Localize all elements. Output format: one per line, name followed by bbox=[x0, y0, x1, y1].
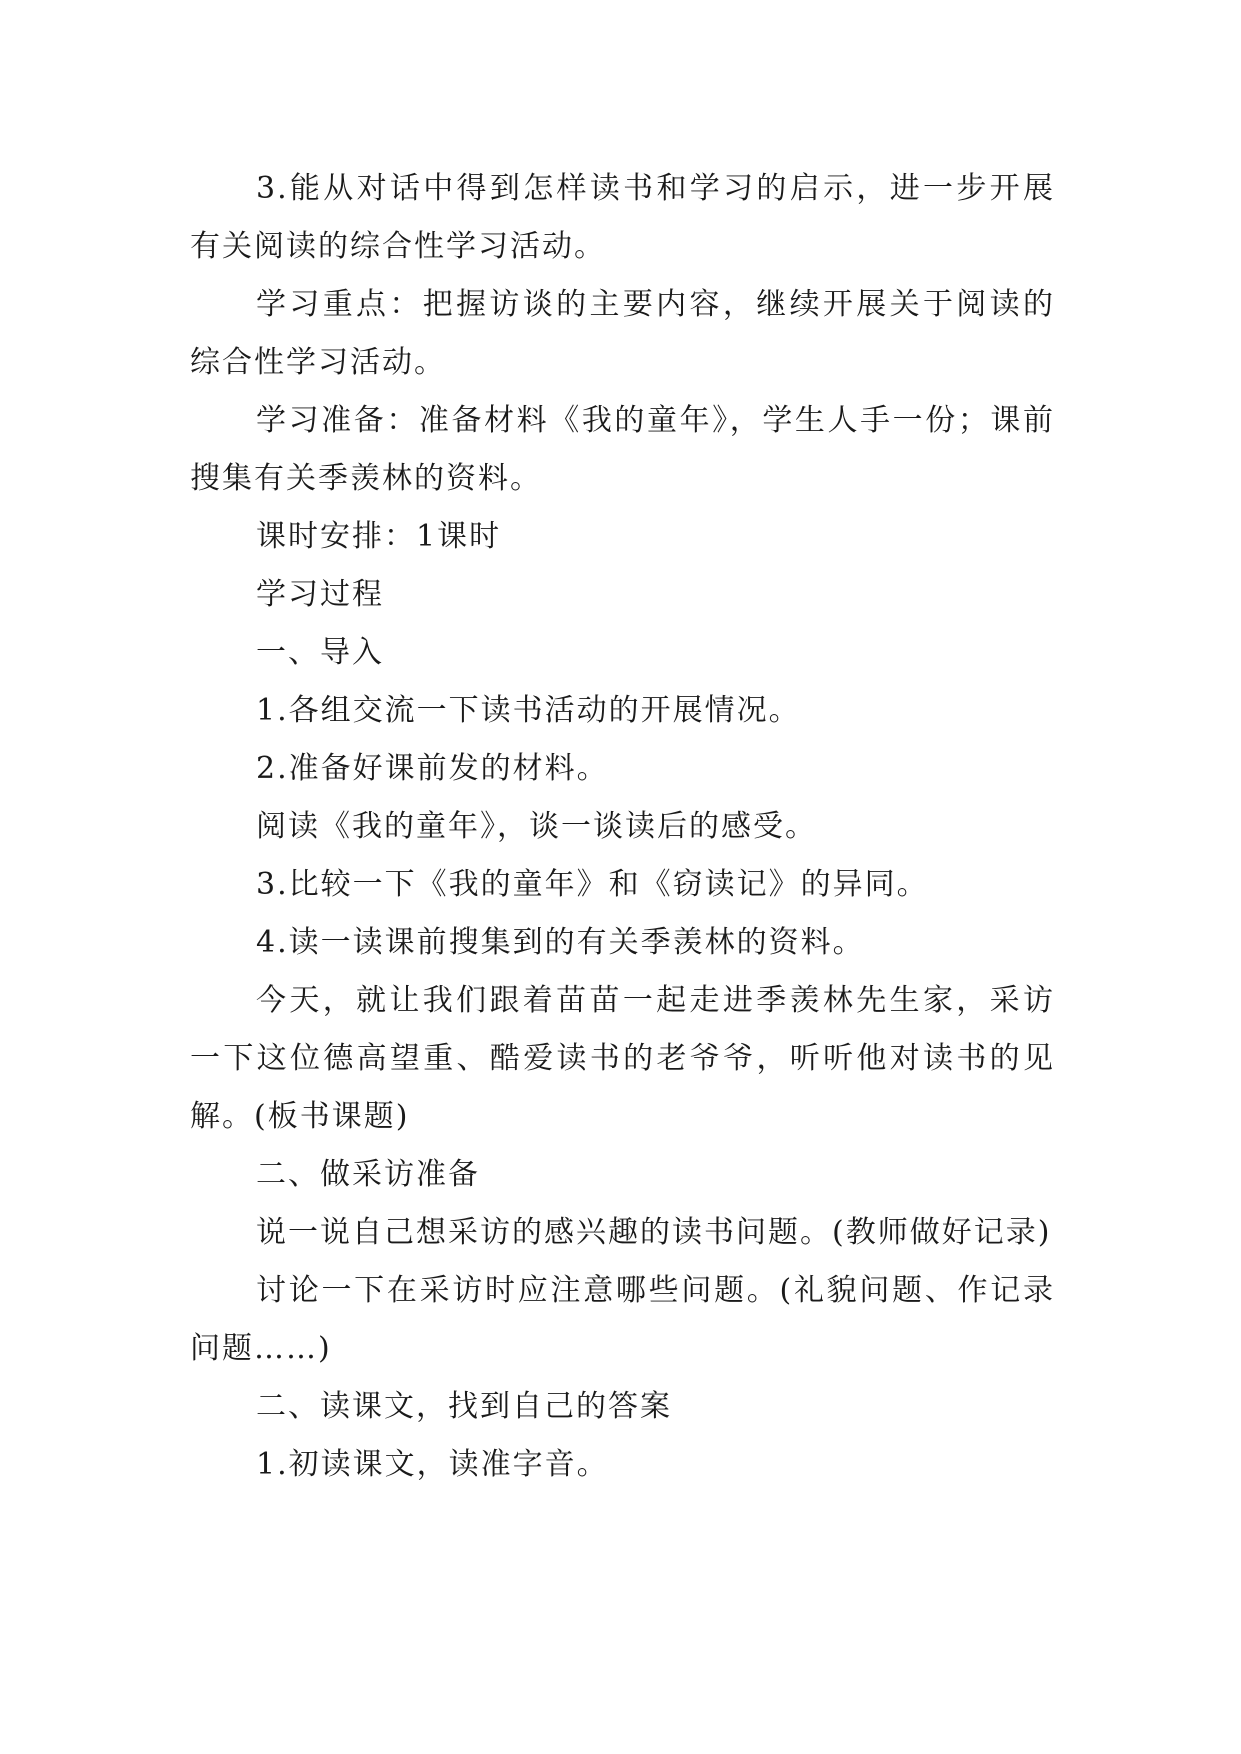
read-step-1: 1.初读课文，读准字音。 bbox=[256, 1447, 609, 1482]
section-interview-prep-heading: 二、做采访准备 bbox=[256, 1157, 480, 1192]
intro-step-2: 2.准备好课前发的材料。 bbox=[256, 751, 609, 786]
transition-paragraph: 今天，就让我们跟着苗苗一起走进季羡林先生家，采访一下这位德高望重、酷爱读书的老爷爷，听听他对读书的见解。(板书课题) bbox=[190, 983, 1055, 1134]
intro-reading-paragraph: 阅读《我的童年》，谈一谈读后的感受。 bbox=[256, 809, 817, 844]
interview-questions-paragraph: 说一说自己想采访的感兴趣的读书问题。(教师做好记录) bbox=[256, 1215, 1052, 1250]
document-body bbox=[190, 160, 1055, 1494]
interview-notes-paragraph: 讨论一下在采访时应注意哪些问题。(礼貌问题、作记录问题……) bbox=[190, 1273, 1055, 1366]
intro-step-1: 1.各组交流一下读书活动的开展情况。 bbox=[256, 693, 801, 728]
intro-step-3: 3.比较一下《我的童年》和《窃读记》的异同。 bbox=[256, 867, 929, 902]
process-heading: 学习过程 bbox=[256, 577, 384, 612]
intro-step-4: 4.读一读课前搜集到的有关季羡林的资料。 bbox=[256, 925, 865, 960]
key-points-paragraph: 学习重点：把握访谈的主要内容，继续开展关于阅读的综合性学习活动。 bbox=[190, 287, 1055, 380]
preparation-paragraph: 学习准备：准备材料《我的童年》，学生人手一份；课前搜集有关季羡林的资料。 bbox=[190, 403, 1055, 496]
section-read-text-heading: 二、读课文，找到自己的答案 bbox=[256, 1389, 672, 1424]
schedule-paragraph: 课时安排：1课时 bbox=[256, 519, 502, 554]
section-intro-heading: 一、导入 bbox=[256, 635, 384, 670]
objective-3-paragraph: 3.能从对话中得到怎样读书和学习的启示，进一步开展有关阅读的综合性学习活动。 bbox=[190, 171, 1055, 264]
